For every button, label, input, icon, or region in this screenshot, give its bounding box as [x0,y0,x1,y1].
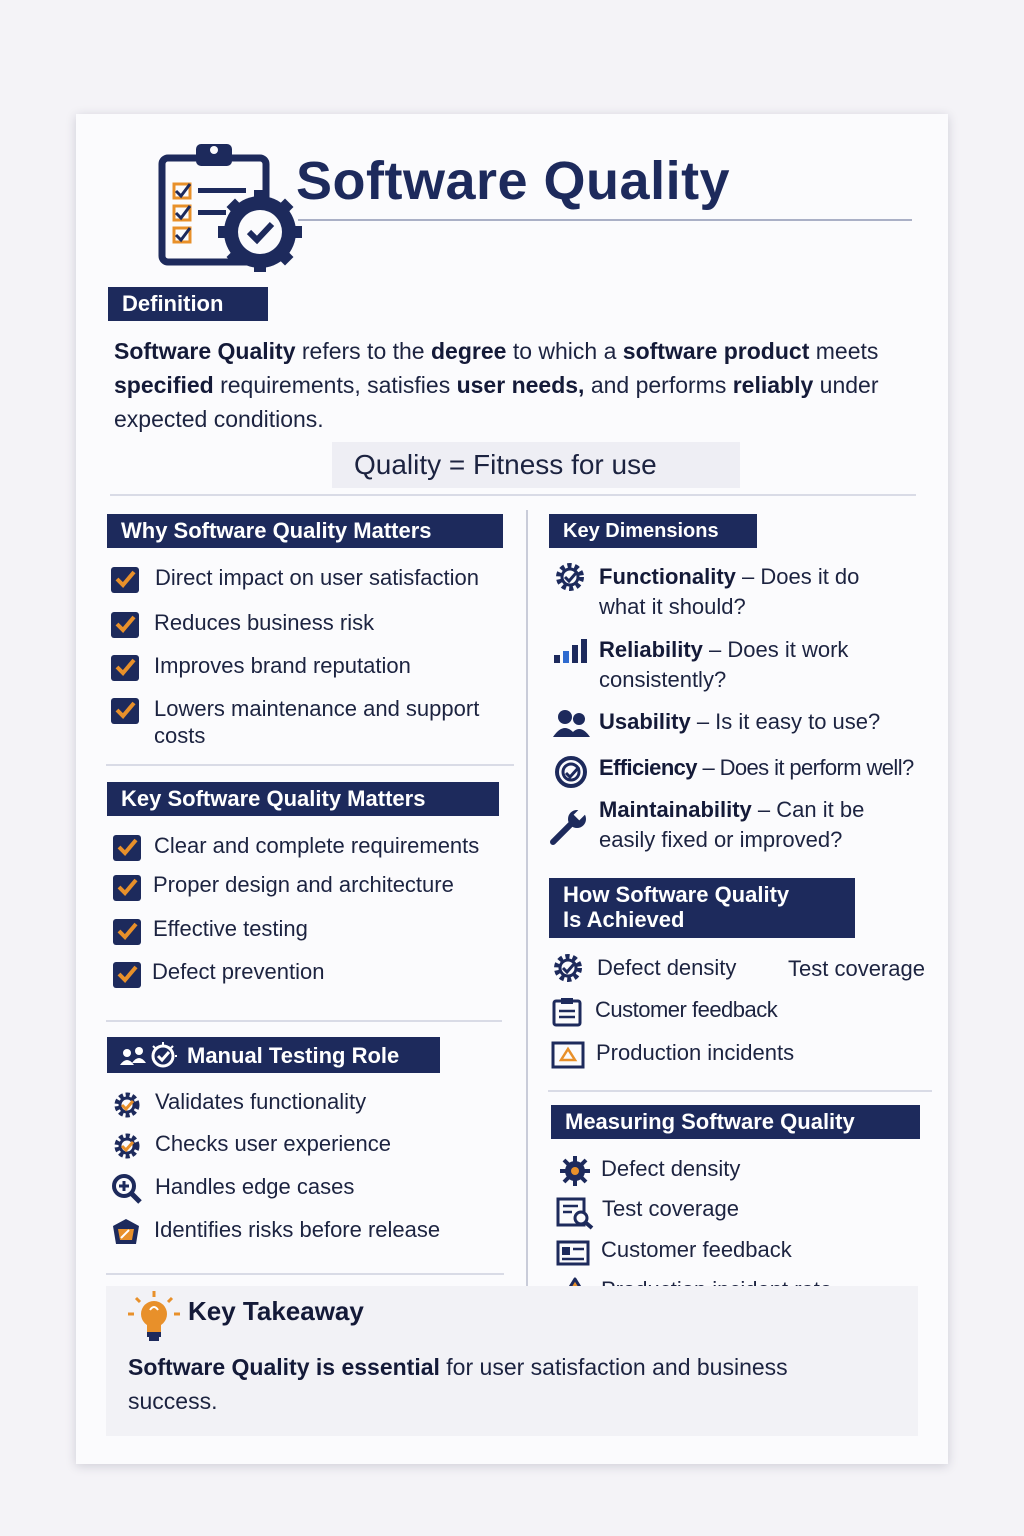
users-icon [552,707,592,739]
manual-header: Manual Testing Role [107,1037,440,1073]
check-icon [113,919,141,945]
key-matters-item: Defect prevention [152,959,325,984]
clipboard-icon [551,996,585,1028]
gear-check-icon [552,561,588,593]
bar-chart-icon [553,637,589,665]
dimensions-header: Key Dimensions [549,514,757,548]
check-icon [111,698,139,724]
lightbulb-icon [126,1290,182,1344]
dimension-usability: Usability – Is it easy to use? [599,709,881,734]
why-item: Direct impact on user satisfaction [155,565,480,590]
why-item: Reduces business risk [154,610,375,635]
team-gear-icon [117,1041,181,1069]
section-divider [106,1273,504,1275]
section-divider [106,1020,502,1022]
key-matters-item: Proper design and architecture [153,872,454,897]
wrench-icon [549,808,589,848]
check-icon [113,962,141,988]
measuring-item: Test coverage [602,1196,739,1221]
achieved-item: Production incidents [596,1040,795,1065]
dimension-reliability: Reliability – Does it work consistently? [599,637,849,692]
dimension-functionality: Functionality – Does it do what it should? [599,564,860,619]
clipboard-gear-icon [158,140,304,272]
shield-warning-icon [109,1216,143,1248]
quality-formula: Quality = Fitness for use [332,442,740,488]
measuring-header: Measuring Software Quality [551,1105,920,1139]
key-matters-item: Clear and complete requirements [154,833,480,858]
key-matters-item: Effective testing [153,916,308,941]
achieved-item: Test coverage [788,956,925,981]
definition-text: Software Quality refers to the degree to which a software product meets specified requirements, satisfies user needs, and performs reliably under expected conditions. [114,338,879,432]
check-icon [111,655,139,681]
gauge-icon [553,755,589,789]
bug-gear-icon [556,1155,594,1187]
check-icon [113,875,141,901]
manual-item: Checks user experience [155,1131,392,1156]
gear-check-icon [110,1131,144,1161]
gear-check-icon [550,952,586,984]
manual-item: Handles edge cases [155,1174,355,1199]
manual-item: Identifies risks before release [154,1217,441,1242]
manual-item: Validates functionality [155,1089,367,1114]
dimension-efficiency: Efficiency – Does it perform well? [599,755,914,780]
incident-icon [551,1040,585,1070]
check-icon [113,835,141,861]
report-search-icon [556,1196,596,1230]
measuring-item: Customer feedback [601,1237,792,1262]
check-icon [111,612,139,638]
achieved-header: How Software Quality Is Achieved [549,878,855,938]
achieved-item: Defect density [597,955,737,980]
measuring-item: Defect density [601,1156,741,1181]
why-header: Why Software Quality Matters [107,514,503,548]
section-divider [110,494,916,496]
page-title: Software Quality [296,151,731,211]
dimension-maintainability: Maintainability – Can it be easily fixed or improved? [599,797,865,852]
section-divider [548,1090,932,1092]
achieved-item: Customer feedback [595,997,778,1022]
why-item: Lowers maintenance and support costs [154,696,480,748]
why-item: Improves brand reputation [154,653,411,678]
gear-icon [110,1090,144,1120]
section-divider [106,764,514,766]
takeaway-title: Key Takeaway [188,1296,364,1326]
title-divider [298,219,912,221]
column-divider [526,510,528,1316]
magnifier-icon [110,1173,144,1205]
check-icon [111,567,139,593]
feedback-card-icon [556,1239,592,1267]
takeaway-text: Software Quality is essential for user satisfaction and business success. [128,1354,788,1414]
definition-header: Definition [108,287,268,321]
key-matters-header: Key Software Quality Matters [107,782,499,816]
